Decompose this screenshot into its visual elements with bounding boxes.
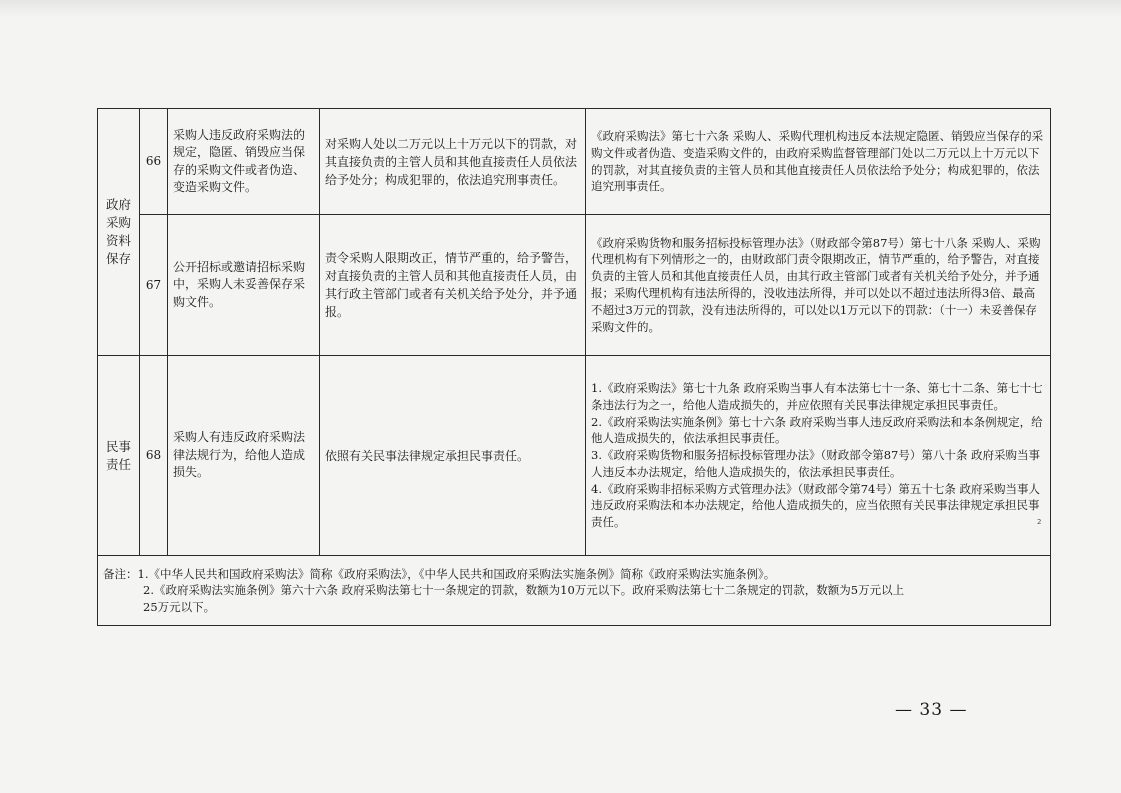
legal-basis-line: 《政府采购货物和服务招标投标管理办法》（财政部令第87号）第七十八条 采购人、采购代理机构有下列情形之一的，由财政部门责令限期改正，情节严重的，给予警告，对直接负责的主管人员和其他直接责任人员，由其行政主管部门或者有关机关给予处分，并予通报；采购代理机构有违法所得的，没收违法所得，并可以处以不超过违法所得3倍、最高不超过3万元的罚款，没有违法所得的，可以处以1万元以下的罚款：（十一）未妥善保存采购文件的。	[591, 235, 1041, 334]
penalty-table	[97, 108, 1051, 626]
category-cell: 民事责任	[98, 356, 140, 556]
note-line-1: 备注：1.《中华人民共和国政府采购法》简称《政府采购法》，《中华人民共和国政府采购法实施条例》简称《政府采购法实施条例》。	[103, 566, 776, 581]
legal-basis	[586, 356, 1051, 556]
notes-cell	[98, 556, 1051, 626]
item-number: 67	[140, 215, 168, 356]
legal-basis-line: 2.《政府采购法实施条例》第七十六条 政府采购当事人违反政府采购法和本条例规定，给他人造成损失的，依法承担民事责任。	[591, 414, 1043, 446]
penalty-text: 责令采购人限期改正，情节严重的，给予警告，对直接负责的主管人员和其他直接责任人员，由其行政主管部门或者有关机关给予处分，并予通报。	[320, 215, 586, 356]
violation-behavior: 采购人有违反政府采购法律法规行为，给他人造成损失。	[168, 356, 320, 556]
legal-basis-line: 1.《政府采购法》第七十九条 政府采购当事人有本法第七十一条、第七十二条、第七十七条违法行为之一，给他人造成损失的，并应依照有关民事法律规定承担民事责任。	[591, 380, 1043, 412]
page-top-edge	[0, 0, 1121, 18]
note-line-2: 2.《政府采购法实施条例》第六十六条 政府采购法第七十一条规定的罚款，数额为10万元以下。政府采购法第七十二条规定的罚款，数额为5万元以上	[143, 583, 905, 598]
table-row	[98, 215, 1051, 356]
legal-basis-line: 3.《政府采购货物和服务招标投标管理办法》（财政部令第87号）第八十条 政府采购当事人违反本办法规定，给他人造成损失的，依法承担民事责任。	[591, 448, 1041, 479]
legal-basis-line: 4.《政府采购非招标采购方式管理办法》（财政部令第74号）第五十七条 政府采购当事人违反政府采购法和本办法规定，给他人造成损失的，应当依照有关民事法律规定承担民事责任。	[591, 481, 1041, 530]
table-row	[98, 109, 1051, 215]
legal-basis	[586, 215, 1051, 356]
item-number: 68	[140, 356, 168, 556]
penalty-text: 依照有关民事法律规定承担民事责任。	[320, 356, 586, 556]
notes-row	[98, 556, 1051, 626]
violation-behavior: 公开招标或邀请招标采购中，采购人未妥善保存采购文件。	[168, 215, 320, 356]
note-line-3: 25万元以下。	[143, 599, 216, 614]
page-number: — 33 —	[895, 700, 968, 720]
notes-label: 备注：	[103, 566, 138, 581]
table-row	[98, 356, 1051, 556]
legal-basis	[586, 109, 1051, 215]
item-number: 66	[140, 109, 168, 215]
margin-mark: 2	[1037, 518, 1042, 526]
penalty-text: 对采购人处以二万元以上十万元以下的罚款，对其直接负责的主管人员和其他直接责任人员依法给予处分；构成犯罪的，依法追究刑事责任。	[320, 109, 586, 215]
legal-basis-line: 《政府采购法》第七十六条 采购人、采购代理机构违反本法规定隐匿、销毁应当保存的采购文件或者伪造、变造采购文件的，由政府采购监督管理部门处以二万元以上十万元以下的罚款，对其直接负责的主管人员和其他直接责任人员依法给予处分；构成犯罪的，依法追究刑事责任。	[591, 128, 1044, 194]
category-cell: 政府采购资料保存	[98, 109, 140, 356]
violation-behavior: 采购人违反政府采购法的规定，隐匿、销毁应当保存的采购文件或者伪造、变造采购文件。	[168, 109, 320, 215]
